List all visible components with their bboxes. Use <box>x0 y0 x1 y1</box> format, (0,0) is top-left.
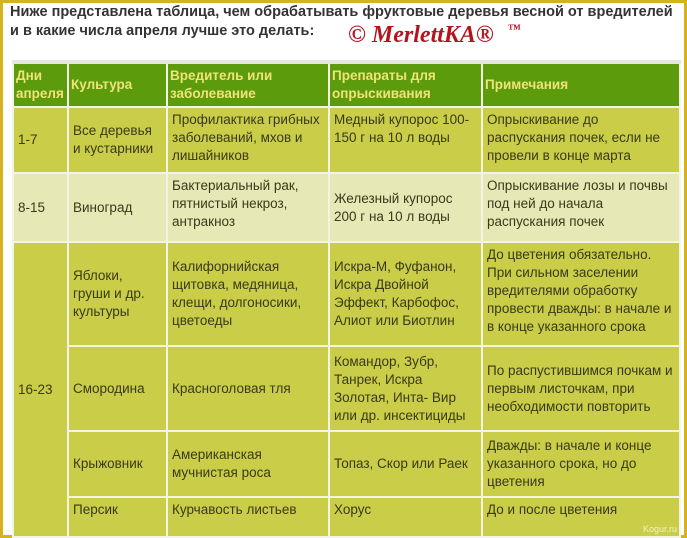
cell-crop: Яблоки, груши и др. культуры <box>68 242 167 346</box>
header-pest: Вредитель или заболевание <box>167 62 329 107</box>
header-notes: Примечания <box>482 62 680 107</box>
table-row <box>13 431 680 497</box>
cell-drugs: Железный купорос 200 г на 10 л воды <box>329 173 482 242</box>
cell-pest: Калифорнийская щитовка, медяница, клещи, долгоносики, цветоеды <box>167 242 329 346</box>
cell-pest: Бактериальный рак, пятнистый некроз, антракноз <box>167 173 329 242</box>
cell-notes: До цветения обязательно. При сильном заселении вредителями обработку провести дважды: в начале и в конце указанного срока <box>482 242 680 346</box>
cell-pest: Профилактика грибных заболеваний, мхов и лишайников <box>167 107 329 173</box>
cell-drugs: Топаз, Скор или Раек <box>329 431 482 497</box>
header-days: Дни апреля <box>13 62 68 107</box>
cell-crop: Смородина <box>68 346 167 431</box>
cell-days: 16-23 <box>13 242 68 537</box>
table-row <box>13 107 680 173</box>
cell-days: 1-7 <box>13 107 68 173</box>
cell-drugs: Искра-М, Фуфанон, Искра Двойной Эффект, Карбофос, Алиот или Биотлин <box>329 242 482 346</box>
intro-text: Ниже представлена таблица, чем обрабатывать фруктовые деревья весной от вредителей и в какие числа апреля лучше это делать: <box>10 4 673 39</box>
cell-pest: Красноголовая тля <box>167 346 329 431</box>
watermark-text: © MerlettKA® <box>348 22 494 48</box>
cell-notes: Опрыскивание до распускания почек, если не провели в конце марта <box>482 107 680 173</box>
header-drugs: Препараты для опрыскивания <box>329 62 482 107</box>
cell-pest: Американская мучнистая роса <box>167 431 329 497</box>
cell-notes: Дважды: в начале и конце указанного срока, но до цветения <box>482 431 680 497</box>
watermark <box>348 21 521 49</box>
cell-crop: Все деревья и кустарники <box>68 107 167 173</box>
table-row <box>13 242 680 346</box>
cell-crop: Крыжовник <box>68 431 167 497</box>
cell-drugs: Хорус <box>329 497 482 537</box>
treatment-table <box>12 60 681 538</box>
cell-drugs: Медный купорос 100-150 г на 10 л воды <box>329 107 482 173</box>
cell-days: 8-15 <box>13 173 68 242</box>
cell-pest: Курчавость листьев <box>167 497 329 537</box>
cell-notes: По распустившимся почкам и первым листочкам, при необходимости повторить <box>482 346 680 431</box>
source-watermark: Kogur.ru <box>642 524 677 534</box>
cell-notes: Опрыскивание лозы и почвы под ней до начала распускания почек <box>482 173 680 242</box>
header-crop: Культура <box>68 62 167 107</box>
cell-crop: Виноград <box>68 173 167 242</box>
cell-drugs: Командор, Зубр, Танрек, Искра Золотая, Инта- Вир или др. инсектициды <box>329 346 482 431</box>
cell-crop: Персик <box>68 497 167 537</box>
table-row <box>13 346 680 431</box>
cell-notes: До и после цветения <box>482 497 680 537</box>
trademark: ™ <box>507 21 521 36</box>
table-row <box>13 173 680 242</box>
table-row <box>13 497 680 537</box>
table-header <box>13 62 680 107</box>
